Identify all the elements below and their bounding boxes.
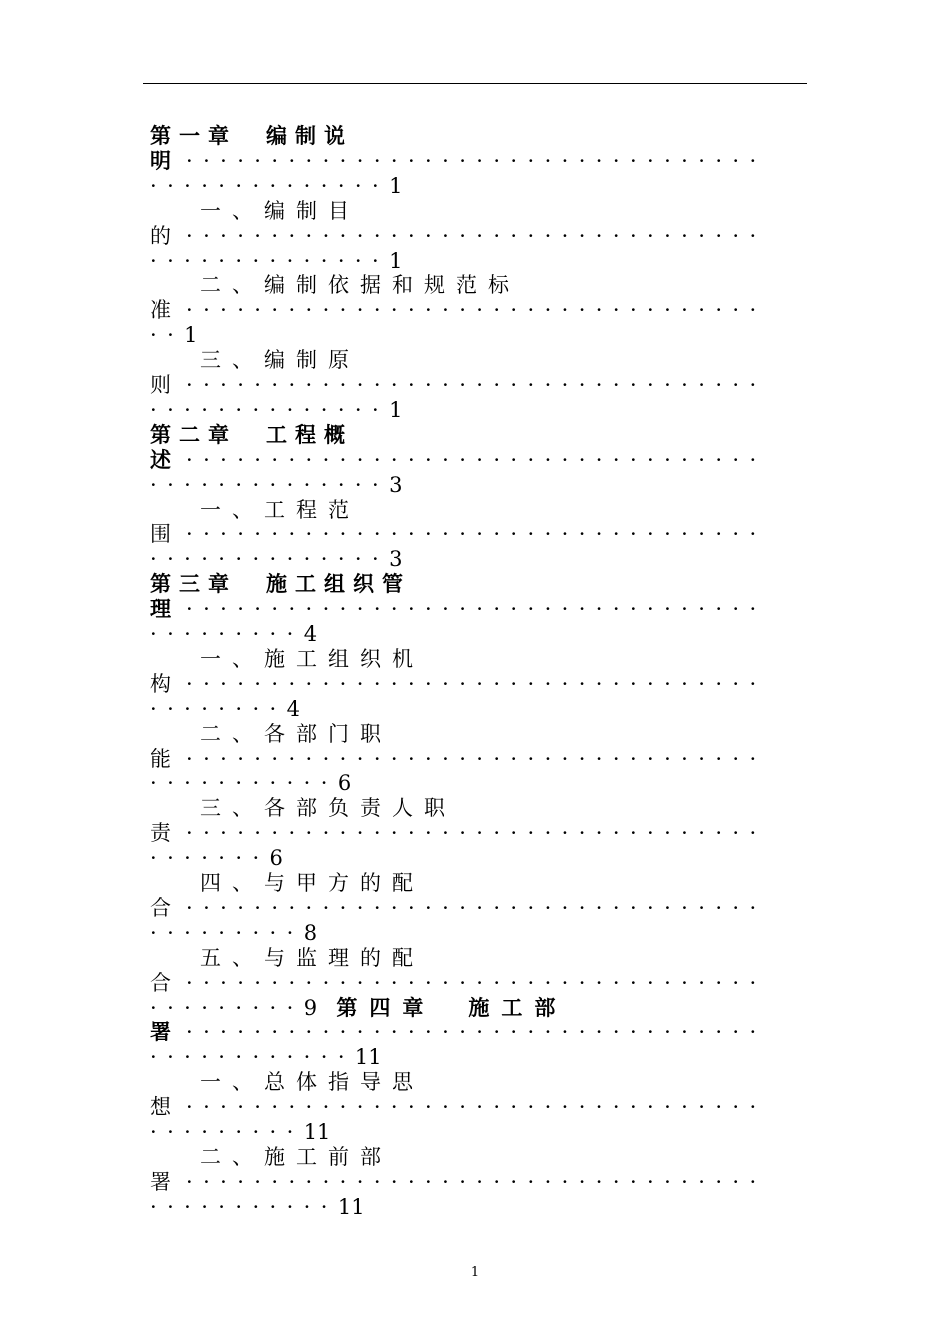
toc-entry-title: 三、编制原 bbox=[200, 348, 360, 373]
toc-entry-title: 二、施工前部 bbox=[200, 1144, 392, 1169]
toc-entry-tail bbox=[150, 1195, 365, 1219]
toc-entry-title: 第二章 工程概 bbox=[150, 421, 353, 447]
toc-entry-page: 1 bbox=[389, 397, 403, 422]
toc-entry-last-char: 述 bbox=[150, 446, 171, 472]
toc-entry-page: 1 bbox=[184, 323, 198, 348]
toc-entry-tail bbox=[150, 846, 283, 870]
toc-entry-title: 二、编制依据和规范标 bbox=[200, 273, 520, 298]
leader-dots: ·············· bbox=[150, 472, 390, 497]
leader-dots: ······· bbox=[150, 846, 270, 871]
toc-entry-last-char: 责 bbox=[150, 821, 171, 846]
toc-entry-last-char: 能 bbox=[150, 746, 171, 771]
toc-entry-tail bbox=[150, 921, 317, 945]
toc-entry-title: 二、各部门职 bbox=[200, 721, 392, 746]
leader-dots: ·································· bbox=[186, 522, 767, 547]
toc-entry-page: 4 bbox=[303, 622, 318, 646]
toc-entry-title: 第四章 施工部 bbox=[317, 994, 568, 1020]
leader-dots: ·································· bbox=[186, 821, 767, 846]
toc-entry-page: 6 bbox=[337, 771, 352, 796]
toc-entry-tail bbox=[150, 622, 317, 646]
leader-dots: ········· bbox=[150, 995, 304, 1020]
leader-dots: ·································· bbox=[186, 373, 767, 397]
toc-entry-page: 11 bbox=[337, 1194, 365, 1219]
toc-entry-last-char: 准 bbox=[150, 298, 171, 323]
toc-entry-tail bbox=[150, 771, 351, 795]
toc-entry-last-char: 想 bbox=[150, 1095, 171, 1120]
toc-entry-title: 第一章 编制说 bbox=[150, 123, 353, 148]
toc-entry-tail bbox=[150, 174, 402, 198]
toc-entry-tail bbox=[150, 1045, 382, 1069]
leader-dots: ········· bbox=[150, 1120, 304, 1144]
toc-entry-tail bbox=[150, 473, 402, 497]
toc-entry-page: 3 bbox=[389, 472, 403, 497]
toc-entry-tail bbox=[150, 697, 300, 721]
leader-dots: ············ bbox=[150, 1045, 355, 1070]
leader-dots: ·································· bbox=[186, 895, 767, 920]
toc-entry-last-char: 明 bbox=[150, 147, 171, 173]
leader-dots: ··········· bbox=[150, 1194, 338, 1219]
toc-entry-title: 第三章 施工组织管 bbox=[150, 571, 411, 597]
leader-dots: ········ bbox=[150, 696, 287, 721]
leader-dots: ·············· bbox=[150, 248, 390, 273]
toc-entry-last-char: 合 bbox=[150, 970, 171, 995]
leader-dots: ·································· bbox=[186, 970, 767, 995]
leader-dots: ·································· bbox=[186, 597, 767, 622]
toc-entry-tail bbox=[150, 249, 402, 273]
toc-entry-last-char: 合 bbox=[150, 895, 171, 920]
toc-entry-page: 9 bbox=[303, 995, 318, 1020]
leader-dots: ·············· bbox=[150, 173, 390, 198]
toc-entry-title: 一、编制目 bbox=[200, 198, 360, 223]
toc-entry-last-char: 围 bbox=[150, 522, 171, 547]
leader-dots: ·············· bbox=[150, 397, 390, 422]
leader-dots: ·············· bbox=[150, 547, 390, 572]
page-number: 1 bbox=[470, 1265, 480, 1280]
leader-dots: ·································· bbox=[186, 223, 767, 248]
toc-entry-last-char: 构 bbox=[150, 671, 171, 696]
leader-dots: ·································· bbox=[186, 671, 767, 696]
leader-dots: ·································· bbox=[186, 298, 767, 323]
toc-entry-tail bbox=[150, 323, 198, 347]
leader-dots: ·································· bbox=[186, 1169, 767, 1194]
toc-entry-title: 一、施工组织机 bbox=[200, 646, 424, 671]
toc-entry-last-char: 署 bbox=[150, 1019, 171, 1045]
leader-dots: ·································· bbox=[186, 746, 767, 771]
leader-dots: ········· bbox=[150, 622, 304, 646]
toc-entry-page: 1 bbox=[389, 173, 403, 198]
toc-entry-last-char: 则 bbox=[150, 373, 171, 397]
leader-dots: ·· bbox=[150, 323, 185, 348]
toc-entry-tail bbox=[150, 1120, 330, 1144]
leader-dots: ·································· bbox=[186, 1095, 767, 1120]
toc-entry-last-char: 理 bbox=[150, 596, 171, 622]
leader-dots: ·································· bbox=[186, 1020, 767, 1045]
leader-dots: ·································· bbox=[186, 447, 767, 472]
toc-entry-last-char: 署 bbox=[150, 1169, 171, 1194]
toc-entry-title: 五、与监理的配 bbox=[200, 945, 424, 970]
leader-dots: ········· bbox=[150, 920, 304, 945]
toc-entry-title: 四、与甲方的配 bbox=[200, 871, 424, 895]
toc-entry-tail bbox=[150, 996, 567, 1020]
toc-entry-last-char: 的 bbox=[150, 223, 171, 248]
toc-entry-tail bbox=[150, 547, 402, 571]
leader-dots: ·································· bbox=[186, 148, 767, 173]
toc-entry-page: 6 bbox=[269, 846, 283, 871]
toc-entry-title: 一、总体指导思 bbox=[200, 1070, 424, 1095]
toc-entry-title: 三、各部负责人职 bbox=[200, 796, 456, 821]
leader-dots: ··········· bbox=[150, 771, 338, 796]
toc-entry-page: 8 bbox=[303, 920, 318, 945]
toc-entry-tail bbox=[150, 398, 402, 422]
toc-entry-title: 一、工程范 bbox=[200, 497, 360, 522]
toc-entry-page: 11 bbox=[354, 1045, 382, 1070]
toc-entry-page: 1 bbox=[389, 248, 403, 273]
toc-entry-page: 11 bbox=[303, 1120, 331, 1144]
toc-entry-page: 4 bbox=[286, 696, 300, 721]
toc-entry-page: 3 bbox=[389, 547, 403, 572]
